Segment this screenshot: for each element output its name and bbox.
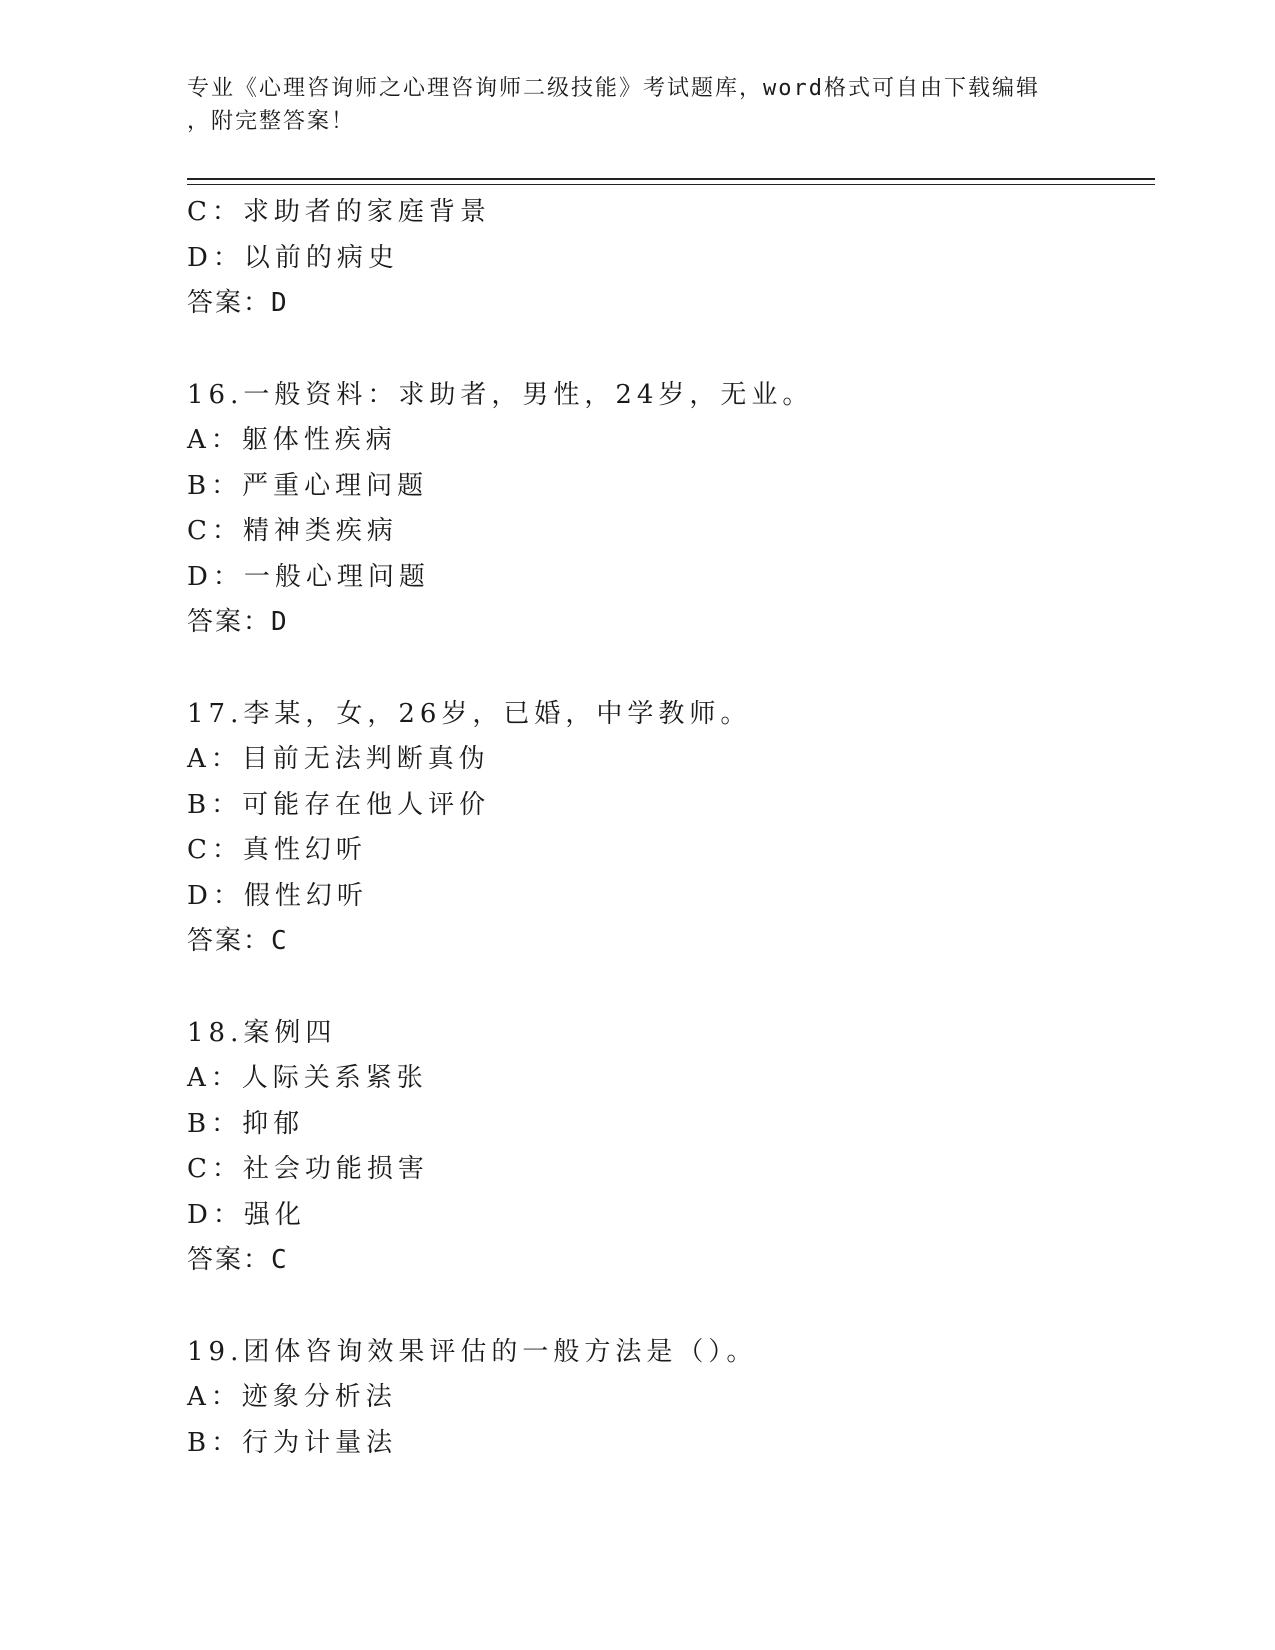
option-line: B：严重心理问题: [187, 470, 429, 501]
option-line: A：迹象分析法: [187, 1382, 397, 1412]
answer-line: 答案：D: [187, 288, 289, 318]
question-line: 17.李某，女，26岁，已婚，中学教师。: [187, 698, 752, 729]
question-line: 19.团体咨询效果评估的一般方法是（）。: [187, 1336, 758, 1367]
option-line: C：求助者的家庭背景: [187, 197, 491, 227]
option-line: A：躯体性疾病: [187, 425, 397, 455]
block-gap: [187, 327, 1147, 373]
header-rule-thick: [187, 178, 1155, 180]
block-gap: [187, 1284, 1147, 1330]
answer-line: 答案：D: [187, 607, 289, 637]
block-gap: [187, 646, 1147, 692]
option-line: C：社会功能损害: [187, 1154, 429, 1184]
option-line: D：一般心理问题: [187, 561, 430, 592]
question-list: [187, 190, 1147, 1466]
option-line: D：假性幻听: [187, 880, 368, 911]
option-line: C：真性幻听: [187, 835, 367, 865]
option-line: A：人际关系紧张: [187, 1063, 428, 1093]
document-header: [187, 72, 1067, 138]
option-line: B：可能存在他人评价: [187, 789, 491, 820]
option-line: C：精神类疾病: [187, 516, 398, 546]
question-line: 18.案例四: [187, 1017, 337, 1048]
header-rule-thin: [187, 184, 1155, 185]
answer-line: 答案：C: [187, 926, 289, 956]
option-line: D：以前的病史: [187, 242, 399, 273]
block-gap: [187, 965, 1147, 1011]
option-line: B：抑郁: [187, 1108, 305, 1139]
option-line: A：目前无法判断真伪: [187, 744, 490, 774]
answer-line: 答案：C: [187, 1245, 289, 1275]
header-line-2: ，附完整答案！: [187, 109, 356, 134]
option-line: D：强化: [187, 1199, 306, 1230]
header-line-1: 专业《心理咨询师之心理咨询师二级技能》考试题库，word格式可自由下载编辑: [187, 76, 1040, 101]
option-line: B：行为计量法: [187, 1427, 398, 1458]
question-line: 16.一般资料：求助者，男性，24岁，无业。: [187, 379, 814, 410]
